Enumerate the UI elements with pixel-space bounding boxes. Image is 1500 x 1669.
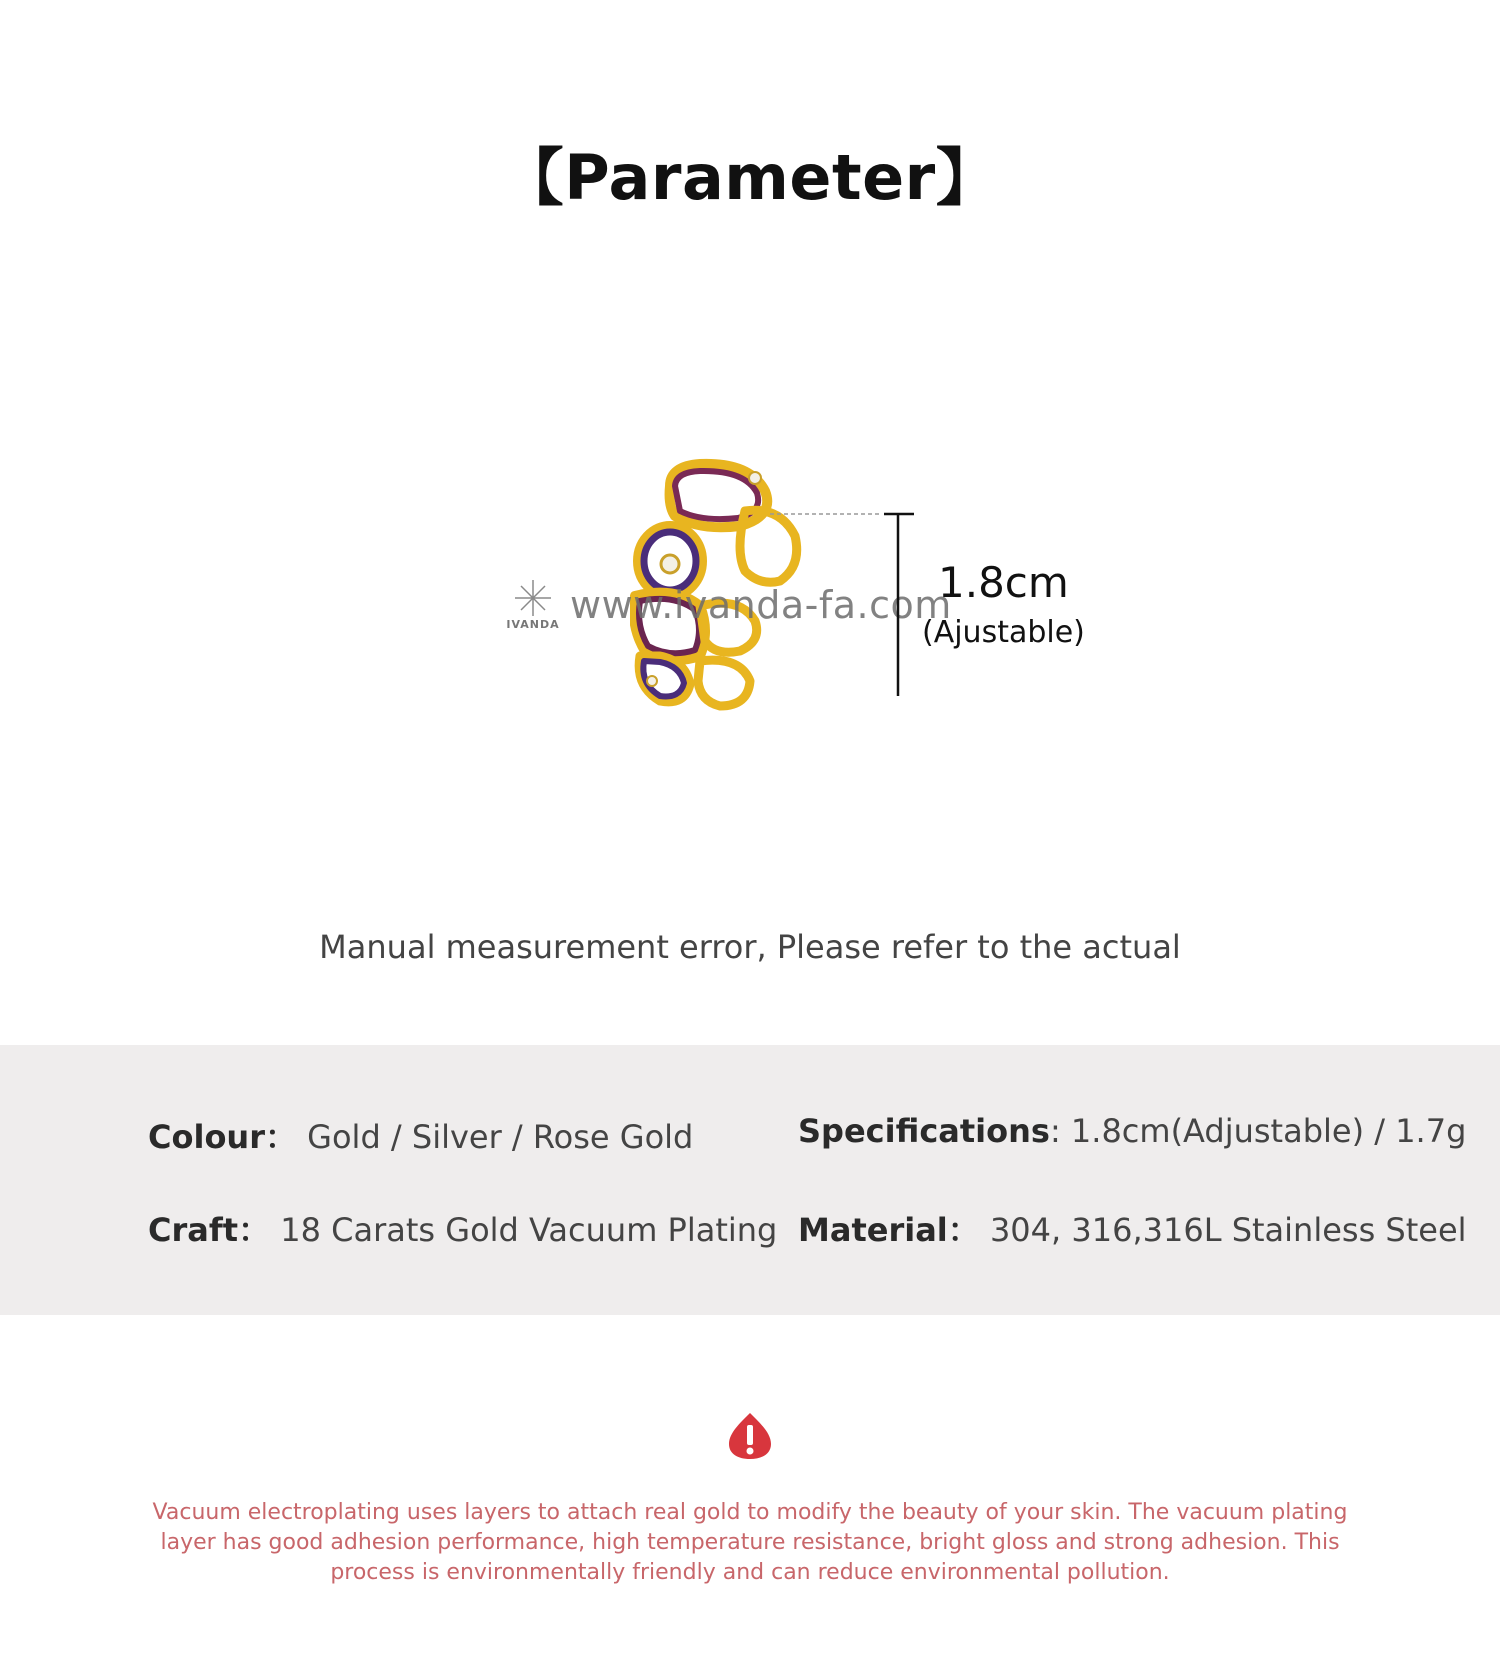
spec-craft-value: 18 Carats Gold Vacuum Plating (280, 1211, 778, 1249)
spec-specifications-value: : 1.8cm(Adjustable) / 1.7g (1049, 1112, 1467, 1150)
dimension-note: (Ajustable) (922, 615, 1085, 650)
spec-material-value: 304, 316,316L Stainless Steel (989, 1211, 1467, 1249)
spec-colour (148, 1112, 693, 1158)
spec-specifications (798, 1112, 1466, 1150)
product-image-area (0, 420, 1500, 890)
page-title: 【Parameter】 (501, 141, 999, 214)
plating-disclaimer: Vacuum electroplating uses layers to attach real gold to modify the beauty of your skin. The vacuum plating layer has good adhesion performance, high temperature resistance, bright gloss and strong adhesion. This process is environmentally friendly and can reduce environmental pollution. (152, 1500, 1348, 1585)
spec-craft-label: Craft： (148, 1211, 271, 1249)
dimension-value: 1.8cm (938, 558, 1069, 607)
ivanda-logo (506, 578, 560, 631)
spec-material-label: Material： (798, 1211, 980, 1249)
specifications-panel (0, 1045, 1500, 1315)
dimension-marker (770, 456, 920, 696)
star-logo-icon (510, 578, 556, 618)
spec-specifications-label: Specifications (798, 1112, 1050, 1150)
exclamation-icon (727, 1411, 773, 1461)
spec-colour-value: Gold / Silver / Rose Gold (307, 1118, 694, 1156)
watermark-url: www.ivanda-fa.com (570, 582, 952, 627)
spec-colour-label: Colour： (148, 1118, 297, 1156)
measurement-note: Manual measurement error, Please refer to the actual (319, 928, 1181, 966)
spec-material (798, 1205, 1467, 1251)
spec-craft (148, 1205, 777, 1251)
watermark-logo-text: IVANDA (506, 618, 560, 631)
